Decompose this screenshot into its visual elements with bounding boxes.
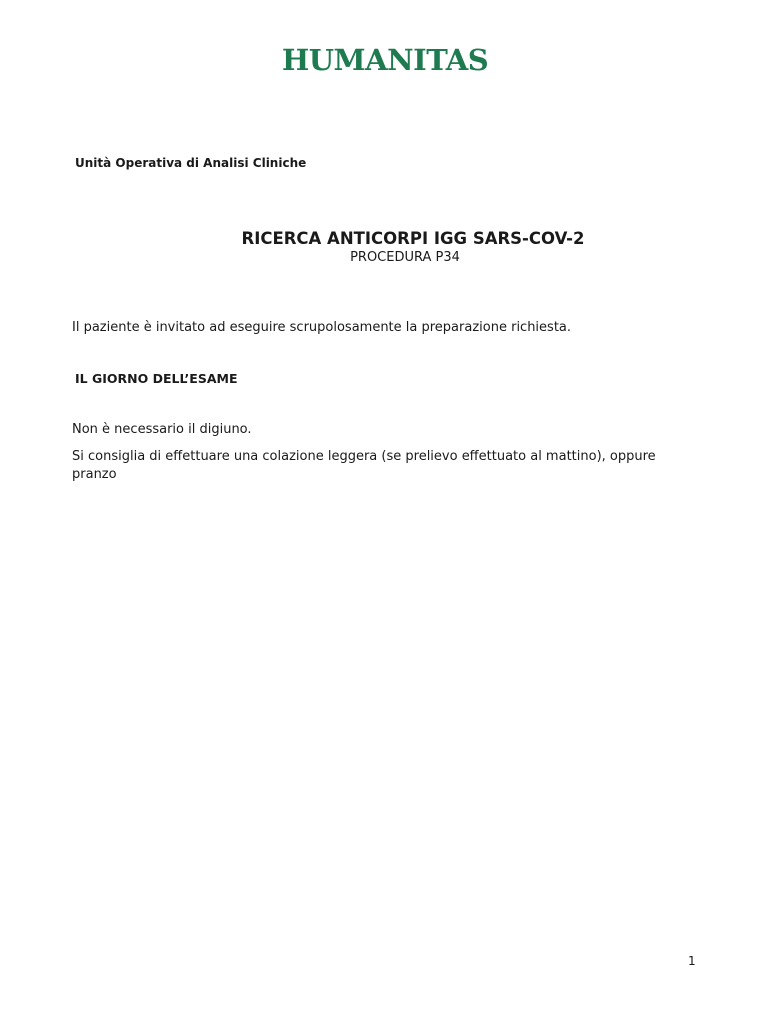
unit-name: Unità Operativa di Analisi Cliniche [75, 156, 307, 170]
document-title: RICERCA ANTICORPI IGG SARS-COV-2 [241, 229, 585, 248]
paragraph-breakfast: Si consiglia di effettuare una colazione leggera (se prelievo effettuato al mattino), oppure pranzo [72, 449, 656, 482]
paragraph-fasting: Non è necessario il digiuno. [72, 422, 252, 437]
humanitas-logo: HUMANITAS [281, 43, 489, 77]
intro-text: Il paziente è invitato ad eseguire scrupolosamente la preparazione richiesta. [72, 320, 572, 335]
document-subtitle: PROCEDURA P34 [350, 250, 460, 265]
section-heading: IL GIORNO DELL’ESAME [75, 371, 238, 386]
page-number: 1 [688, 954, 696, 968]
